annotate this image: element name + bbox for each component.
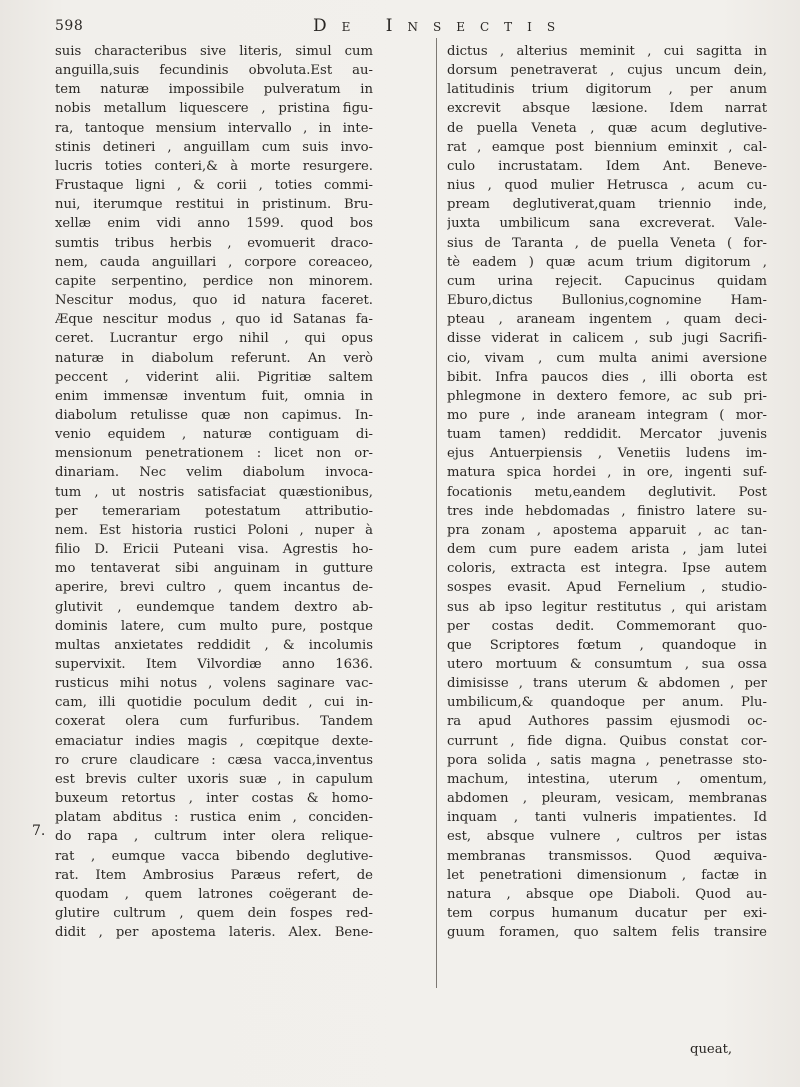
text-line: tem naturæ impossibile pulveratum in [55, 82, 373, 98]
text-line: bibit. Infra paucos dies , illi oborta est [447, 369, 767, 385]
text-line: lucris toties conteri,& à morte resurgere. [55, 158, 373, 174]
text-line: ejus Antuerpiensis , Venetiis ludens im- [447, 446, 767, 462]
text-line: buxeum retortus , inter costas & homo- [55, 791, 373, 807]
text-line: rusticus mihi notus , volens saginare vac- [55, 676, 373, 692]
text-line: dem cum pure eadem arista , jam lutei [447, 542, 767, 558]
left-text-column [55, 42, 373, 942]
text-line: naturæ in diabolum referunt. An verò [55, 350, 373, 366]
text-line: emaciatur indies magis , cœpitque dexte- [55, 733, 373, 749]
text-line: sius de Taranta , de puella Veneta ( for- [447, 235, 767, 251]
text-line: de puella Veneta , quæ acum deglutive- [447, 120, 767, 136]
text-line: sus ab ipso legitur restitutus , qui aristam [447, 599, 767, 615]
text-line: xellæ enim vidi anno 1599. quod bos [55, 216, 373, 232]
text-line: mo tentaverat sibi anguinam in gutture [55, 561, 373, 577]
text-line: tem corpus humanum ducatur per exi- [447, 906, 767, 922]
text-line: tuam tamen) reddidit. Mercator juvenis [447, 427, 767, 443]
text-line: nem. Est historia rustici Poloni , nuper à [55, 522, 373, 538]
text-line: coxerat olera cum furfuribus. Tandem [55, 714, 373, 730]
text-line: didit , per apostema lateris. Alex. Bene- [55, 925, 373, 941]
text-line: stinis detineri , anguillam cum suis invo- [55, 139, 373, 155]
text-line: disse viderat in calicem , sub jugi Sacrifi- [447, 331, 767, 347]
text-line: guum foramen, quo saltem felis transire [447, 925, 767, 941]
text-line: Æque nescitur modus , quo id Satanas fa- [55, 312, 373, 328]
text-line: focationis metu,eandem deglutivit. Post [447, 484, 767, 500]
text-line: suis characteribus sive literis, simul cum [55, 44, 373, 59]
text-line: dimisisse , trans uterum & abdomen , per [447, 676, 767, 692]
text-line: diabolum retulisse quæ non capimus. In- [55, 407, 373, 423]
text-line: glutire cultrum , quem dein fospes red- [55, 906, 373, 922]
column-divider [436, 38, 437, 988]
text-line: nobis metallum liquescere , pristina figu- [55, 101, 373, 117]
text-line: ra, tantoque mensium intervallo , in inte- [55, 120, 373, 136]
text-line: pream deglutiverat,quam triennio inde, [447, 197, 767, 213]
text-line: nem, cauda anguillari , corpore coreaceo, [55, 254, 373, 270]
text-line: Eburo,dictus Bullonius,cognomine Ham- [447, 293, 767, 309]
text-line: machum, intestina, uterum , omentum, [447, 771, 767, 787]
text-line: tè eadem ) quæ acum trium digitorum , [447, 254, 767, 270]
text-line: nius , quod mulier Hetrusca , acum cu- [447, 178, 767, 194]
text-line: tres inde hebdomadas , finistro latere su- [447, 503, 767, 519]
page-number: 598 [55, 18, 84, 34]
text-line: latitudinis trium digitorum , per anum [447, 82, 767, 98]
text-line: matura spica hordei , in ore, ingenti suf- [447, 465, 767, 481]
text-line: anguilla,suis fecundinis obvoluta.Est au- [55, 63, 373, 79]
text-line: Frustaque ligni , & corii , toties commi- [55, 178, 373, 194]
text-line: cio, vivam , cum multa animi aversione [447, 350, 767, 366]
text-line: let penetrationi dimensionum , factæ in [447, 867, 767, 883]
text-line: sumtis tribus herbis , evomuerit draco- [55, 235, 373, 251]
text-line: platam abditus : rustica enim , conciden- [55, 810, 373, 826]
text-line: umbilicum,& quandoque per anum. Plu- [447, 695, 767, 711]
page-header [55, 16, 755, 42]
text-line: quodam , quem latrones coëgerant de- [55, 886, 373, 902]
text-line: venio equidem , naturæ contiguam di- [55, 427, 373, 443]
text-line: do rapa , cultrum inter olera relique- [55, 829, 373, 845]
text-line: utero mortuum & consumtum , sua ossa [447, 657, 767, 672]
text-line: ro crure claudicare : cæsa vacca,inventus [55, 752, 373, 768]
text-line: ceret. Lucrantur ergo nihil , qui opus [55, 331, 373, 347]
text-line: phlegmone in dextero femore, ac sub pri- [447, 388, 767, 404]
text-line: rat , eumque vacca bibendo deglutive- [55, 848, 373, 864]
text-line: ra apud Authores passim ejusmodi oc- [447, 714, 767, 730]
text-line: enim immensæ inventum fuit, omnia in [55, 388, 373, 404]
text-line: pteau , araneam ingentem , quam deci- [447, 312, 767, 328]
text-line: culo incrustatam. Idem Ant. Beneve- [447, 158, 767, 174]
text-line: dictus , alterius meminit , cui sagitta in [447, 44, 767, 59]
text-line: filio D. Ericii Puteani visa. Agrestis ho- [55, 542, 373, 558]
text-line: rat. Item Ambrosius Paræus refert, de [55, 867, 373, 883]
text-line: dominis latere, cum multo pure, postque [55, 618, 373, 634]
text-line: rat , eamque post biennium eminxit , cal- [447, 139, 767, 155]
text-line: est brevis culter uxoris suæ , in capulum [55, 771, 373, 787]
text-line: peccent , viderint alii. Pigritiæ saltem [55, 369, 373, 385]
text-line: que Scriptores fœtum , quandoque in [447, 637, 767, 653]
text-line: sospes evasit. Apud Fernelium , studio- [447, 580, 767, 596]
text-line: abdomen , pleuram, vesicam, membranas [447, 791, 767, 807]
text-line: coloris, extracta est integra. Ipse autem [447, 561, 767, 577]
text-line: pra zonam , apostema apparuit , ac tan- [447, 522, 767, 538]
text-line: mensionum penetrationem : licet non or- [55, 446, 373, 462]
text-line: currunt , fide digna. Quibus constat cor- [447, 733, 767, 749]
catchword: queat, [690, 1042, 733, 1057]
text-line: excrevit absque læsione. Idem narrat [447, 101, 767, 117]
right-text-column [447, 42, 767, 942]
margin-note-number: 7. [32, 823, 46, 839]
text-line: glutivit , eundemque tandem dextro ab- [55, 599, 373, 615]
text-line: dinariam. Nec velim diabolum invoca- [55, 465, 373, 481]
text-line: aperire, brevi cultro , quem incantus de- [55, 580, 373, 596]
text-line: cum urina rejecit. Capucinus quidam [447, 273, 767, 289]
text-line: capite serpentino, perdice non minorem. [55, 273, 373, 289]
text-line: est, absque vulnere , cultros per istas [447, 829, 767, 845]
text-line: multas anxietates reddidit , & incolumis [55, 637, 373, 653]
running-title: De Insectis [313, 16, 571, 36]
text-line: mo pure , inde araneam integram ( mor- [447, 407, 767, 423]
text-line: dorsum penetraverat , cujus uncum dein, [447, 63, 767, 79]
text-line: supervixit. Item Vilvordiæ anno 1636. [55, 657, 373, 672]
text-line: membranas transmissos. Quod æquiva- [447, 848, 767, 864]
text-line: inquam , tanti vulneris impatientes. Id [447, 810, 767, 826]
text-line: pora solida , satis magna , penetrasse sto- [447, 752, 767, 768]
text-line: nui, iterumque restitui in pristinum. Bru- [55, 197, 373, 213]
text-line: Nescitur modus, quo id natura faceret. [55, 293, 373, 309]
text-line: tum , ut nostris satisfaciat quæstionibus, [55, 484, 373, 500]
text-line: per temerariam potestatum attributio- [55, 503, 373, 519]
text-line: juxta umbilicum sana excreverat. Vale- [447, 216, 767, 232]
text-line: cam, illi quotidie poculum dedit , cui in- [55, 695, 373, 711]
text-line: natura , absque ope Diaboli. Quod au- [447, 886, 767, 902]
text-line: per costas dedit. Commemorant quo- [447, 618, 767, 634]
